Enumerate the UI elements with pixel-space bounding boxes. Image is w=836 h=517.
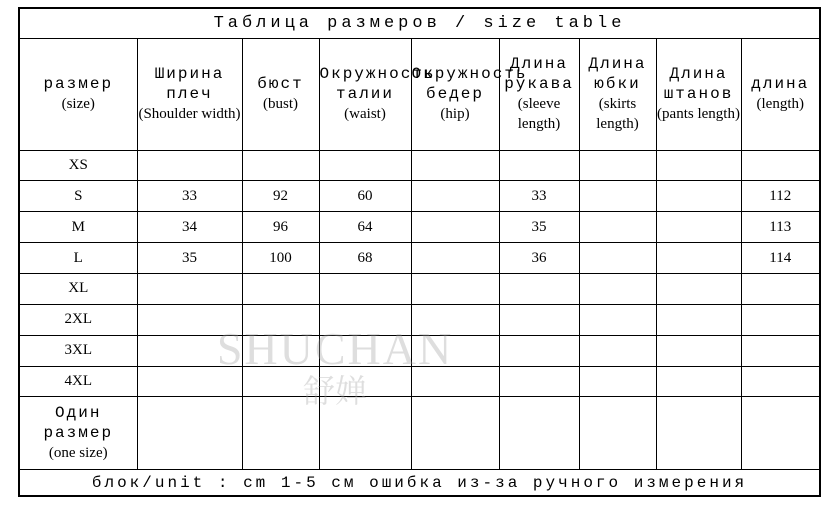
table-cell: [741, 397, 819, 469]
table-cell: 60: [319, 181, 411, 212]
size-label: XL: [20, 274, 137, 305]
table-title: Таблица размеров / size table: [20, 9, 819, 39]
table-row: [20, 181, 819, 212]
header-sleeve: Длина рукава (sleeve length): [499, 39, 579, 150]
table-cell: [499, 335, 579, 366]
table-cell: 92: [242, 181, 319, 212]
table-cell: [319, 366, 411, 397]
table-cell: [656, 335, 741, 366]
header-row: [20, 39, 819, 150]
size-label: S: [20, 181, 137, 212]
table-cell: 113: [741, 212, 819, 243]
size-label: M: [20, 212, 137, 243]
header-bust: бюст (bust): [242, 39, 319, 150]
table-cell: [741, 150, 819, 181]
table-cell: 34: [137, 212, 242, 243]
table-cell: [499, 366, 579, 397]
table-cell: [319, 397, 411, 469]
table-cell: [499, 150, 579, 181]
table-body: [20, 150, 819, 469]
table-cell: [741, 366, 819, 397]
table-cell: [579, 304, 656, 335]
table-cell: [656, 243, 741, 274]
header-hip: Окружность бедер (hip): [411, 39, 499, 150]
size-label: 2XL: [20, 304, 137, 335]
table-cell: [242, 335, 319, 366]
table-cell: [579, 335, 656, 366]
table-cell: [499, 274, 579, 305]
table-cell: [499, 304, 579, 335]
table-cell: [411, 181, 499, 212]
table-cell: [579, 181, 656, 212]
table-cell: 96: [242, 212, 319, 243]
table-row: [20, 366, 819, 397]
table-cell: [411, 397, 499, 469]
table-cell: [319, 274, 411, 305]
table-cell: [137, 397, 242, 469]
table-row: [20, 212, 819, 243]
table-cell: 68: [319, 243, 411, 274]
size-label: 4XL: [20, 366, 137, 397]
table-cell: [242, 304, 319, 335]
table-cell: 100: [242, 243, 319, 274]
watermark-text: SHUCHAN: [216, 323, 454, 374]
table-cell: [741, 274, 819, 305]
table-cell: 114: [741, 243, 819, 274]
table-cell: [137, 274, 242, 305]
header-shoulder: Ширина плеч (Shoulder width): [137, 39, 242, 150]
table-cell: [242, 366, 319, 397]
table-cell: [499, 397, 579, 469]
table-cell: [579, 274, 656, 305]
table-row: [20, 304, 819, 335]
header-length: длина (length): [741, 39, 819, 150]
table-cell: [741, 304, 819, 335]
header-size: размер (size): [20, 39, 137, 150]
size-label: L: [20, 243, 137, 274]
table-cell: 35: [499, 212, 579, 243]
table-cell: [579, 366, 656, 397]
table-cell: [656, 366, 741, 397]
size-label: Один размер (one size): [20, 397, 137, 469]
table-cell: [242, 274, 319, 305]
table-cell: [319, 150, 411, 181]
size-label: 3XL: [20, 335, 137, 366]
table-cell: [579, 150, 656, 181]
table-cell: 35: [137, 243, 242, 274]
table-cell: [411, 243, 499, 274]
size-label: XS: [20, 150, 137, 181]
header-waist: Окружность талии (waist): [319, 39, 411, 150]
table-cell: [242, 397, 319, 469]
table-cell: [656, 150, 741, 181]
table-row: [20, 397, 819, 469]
table-cell: 64: [319, 212, 411, 243]
table-cell: [137, 335, 242, 366]
table-cell: [411, 150, 499, 181]
size-table: [20, 39, 819, 469]
table-cell: [656, 304, 741, 335]
footer-note: блок/unit : cm 1-5 см ошибка из-за ручного измерения: [20, 469, 819, 495]
table-cell: 33: [137, 181, 242, 212]
table-cell: [319, 335, 411, 366]
header-skirt: Длина юбки (skirts length): [579, 39, 656, 150]
watermark-chinese: 舒婵: [302, 372, 367, 410]
table-cell: [579, 212, 656, 243]
header-pants: Длина штанов (pants length): [656, 39, 741, 150]
table-cell: [656, 274, 741, 305]
size-chart: [18, 7, 821, 497]
table-cell: 36: [499, 243, 579, 274]
table-cell: 33: [499, 181, 579, 212]
table-cell: [242, 150, 319, 181]
table-cell: [319, 304, 411, 335]
table-cell: [656, 397, 741, 469]
table-row: [20, 274, 819, 305]
table-row: [20, 243, 819, 274]
table-cell: [741, 335, 819, 366]
table-cell: [411, 212, 499, 243]
table-cell: [411, 304, 499, 335]
table-cell: [411, 366, 499, 397]
table-cell: 112: [741, 181, 819, 212]
table-cell: [579, 243, 656, 274]
table-row: [20, 150, 819, 181]
table-cell: [579, 397, 656, 469]
table-cell: [137, 304, 242, 335]
table-cell: [137, 150, 242, 181]
table-cell: [411, 335, 499, 366]
table-cell: [656, 212, 741, 243]
table-row: [20, 335, 819, 366]
table-cell: [137, 366, 242, 397]
table-cell: [411, 274, 499, 305]
table-cell: [656, 181, 741, 212]
